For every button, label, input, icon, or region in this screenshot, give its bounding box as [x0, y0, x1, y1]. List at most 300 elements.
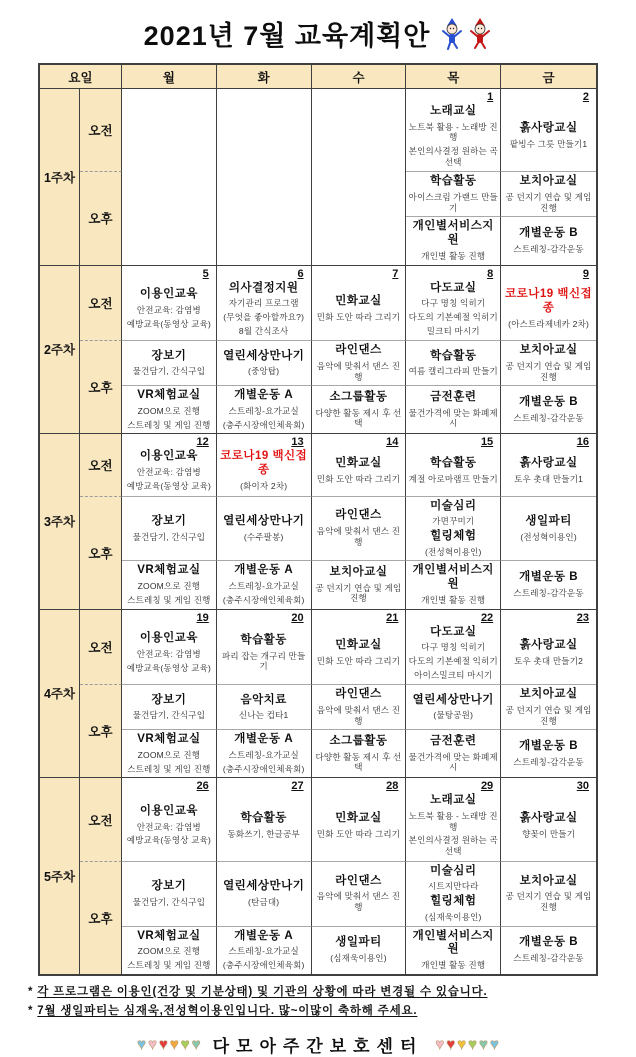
program-title: 이용인교육	[139, 288, 198, 301]
heart-icon: ♥	[169, 1035, 179, 1053]
day-cell-afternoon-2	[406, 217, 501, 264]
heart-icon: ♥	[489, 1035, 499, 1053]
title-row	[0, 14, 636, 53]
program-detail: 민화 도안 따라 그리기	[316, 656, 401, 667]
program-detail: 민화 도안 따라 그리기	[316, 474, 401, 485]
day-cell-afternoon-2	[501, 730, 596, 777]
program-title: 힐링체험	[430, 529, 477, 542]
program-title: 개별운동 A	[234, 564, 294, 577]
day-cell-afternoon-2	[312, 386, 407, 433]
program-detail: 계절 아로마램프 만들기	[408, 474, 498, 485]
day-number: 23	[576, 611, 589, 624]
program-blocks	[219, 686, 309, 728]
program-title: 개별운동 A	[234, 733, 294, 746]
program-title: 다도교실	[430, 281, 477, 294]
day-cell-morning	[217, 778, 312, 861]
program-detail: (물탕공원)	[433, 710, 474, 721]
hearts-right	[435, 1037, 498, 1052]
column-header-화: 화	[217, 65, 312, 88]
program-blocks	[408, 342, 498, 384]
program-blocks	[219, 342, 309, 384]
program-detail: (무엇을 좋아할까요?)	[223, 311, 305, 322]
pm-label: 오후	[80, 862, 122, 974]
day-cell-morning	[122, 434, 217, 496]
program-title: 보치아교실	[519, 688, 578, 701]
program-title: 보치아교실	[329, 565, 388, 578]
heart-icon: ♥	[468, 1035, 478, 1053]
day-cell-morning	[217, 266, 312, 342]
program-title: 개인별서비스지원	[412, 220, 494, 247]
program-title: 힐링체험	[430, 895, 477, 908]
day-number: 14	[386, 436, 399, 449]
program-title: 민화교실	[335, 639, 382, 652]
program-detail: (충주시장애인체육회)	[222, 763, 305, 774]
heart-icon: ♥	[191, 1035, 201, 1053]
program-detail: ZOOM으로 진행	[137, 406, 201, 417]
program-detail: ZOOM으로 진행	[137, 946, 201, 957]
program-title: 개인별서비스지원	[412, 564, 494, 591]
program-blocks	[124, 928, 214, 973]
program-detail: 스트레칭 및 게임 진행	[127, 960, 211, 971]
note-text: 각 프로그램은 이용인(건강 및 기분상태) 및 기관의 상황에 따라 변경될 수 있습니다.	[37, 985, 488, 998]
day-number: 21	[386, 611, 399, 624]
program-detail: 물건담기, 간식구입	[132, 710, 206, 721]
day-cell-afternoon-2	[217, 386, 312, 433]
program-title: 학습활동	[430, 175, 477, 188]
program-blocks	[408, 863, 498, 925]
day-cell-afternoon-2	[312, 730, 407, 777]
center-name: 다모아주간보호센터	[212, 1036, 424, 1056]
program-blocks	[408, 793, 498, 859]
day-cell-afternoon-1	[312, 685, 407, 730]
day-cell-afternoon-2	[122, 386, 217, 433]
day-cell-afternoon-1	[406, 862, 501, 927]
program-detail: 공 던지기 연습 및 게임진행	[505, 361, 592, 382]
day-cell-afternoon-1	[312, 862, 407, 927]
program-blocks	[503, 731, 594, 776]
day-number: 8	[487, 267, 494, 280]
note-line	[28, 1002, 608, 1018]
day-cell-empty	[122, 89, 217, 265]
day-number: 9	[582, 267, 589, 280]
program-blocks	[408, 104, 498, 170]
program-title: 노래교실	[430, 105, 477, 117]
program-blocks	[124, 625, 214, 684]
program-detail: 본인의사결정 원하는 곡 선택	[408, 835, 498, 857]
program-title: 이용인교육	[139, 450, 198, 463]
program-title: 보치아교실	[519, 344, 578, 357]
week-row-5주차	[40, 778, 596, 973]
program-blocks	[503, 281, 594, 340]
day-number: 30	[576, 780, 589, 793]
day-cell-afternoon-2	[122, 561, 217, 608]
program-detail: 음악에 맞춰서 댄스 진행	[316, 705, 401, 726]
program-title: 장보기	[151, 879, 187, 892]
program-title: 개별운동 B	[519, 227, 579, 240]
day-number: 12	[196, 436, 209, 449]
am-label: 오전	[80, 434, 122, 496]
program-detail: 스트레칭-감각운동	[513, 244, 584, 255]
program-detail: 예방교육(동영상 교육)	[126, 835, 212, 846]
day-cell-afternoon-2	[501, 561, 596, 608]
asterisk: *	[28, 1004, 34, 1017]
program-detail: 스트레칭-요가교실	[228, 581, 299, 592]
day-cell-morning	[312, 610, 407, 686]
heart-icon: ♥	[137, 1035, 147, 1053]
program-blocks	[314, 449, 404, 494]
program-detail: (전성혁이용인)	[520, 531, 577, 542]
program-blocks	[503, 104, 594, 170]
week-label: 3주차	[40, 434, 80, 608]
program-title: 열린세상만나기	[223, 879, 305, 892]
day-cell-afternoon-2	[406, 927, 501, 974]
day-cell-empty	[217, 89, 312, 265]
day-cell-morning	[501, 778, 596, 861]
program-detail: 개인별 활동 진행	[421, 960, 486, 971]
program-blocks	[124, 449, 214, 494]
day-cell-afternoon-1	[406, 685, 501, 730]
program-title: VR체험교실	[137, 929, 201, 942]
program-blocks	[219, 498, 309, 560]
day-cell-afternoon-2	[312, 927, 407, 974]
program-detail: 물건담기, 간식구입	[132, 366, 206, 377]
program-detail: 자기관리 프로그램	[228, 298, 299, 309]
program-title: 코로나19 백신접종	[220, 450, 308, 477]
program-blocks	[503, 218, 594, 263]
program-detail: 공 던지기 연습 및 게임진행	[505, 192, 592, 213]
heart-icon: ♥	[479, 1035, 488, 1053]
program-detail: 신나는 컵타1	[238, 710, 289, 721]
program-detail: 안전교육: 감염병	[136, 649, 201, 660]
day-cell-afternoon-2	[122, 927, 217, 974]
day-cell-morning	[406, 778, 501, 861]
program-detail: (화이자 2차)	[240, 480, 288, 491]
program-detail: (중앙탑)	[248, 366, 280, 377]
program-detail: 다구 명칭 익히기	[421, 298, 486, 309]
day-cell-morning	[501, 89, 596, 172]
program-blocks	[314, 686, 404, 728]
day-cell-afternoon-1	[217, 685, 312, 730]
program-detail: 안전교육: 감염병	[136, 467, 201, 478]
day-number: 20	[291, 611, 304, 624]
program-title: VR체험교실	[137, 389, 201, 402]
program-title: 학습활동	[430, 457, 477, 470]
program-detail: 8월 간식조사	[238, 325, 289, 336]
column-header-목: 목	[406, 65, 501, 88]
program-blocks	[408, 449, 498, 494]
program-blocks	[314, 281, 404, 340]
page-title: 2021년 7월 교육계획안	[143, 21, 431, 51]
day-cell-afternoon-2	[217, 730, 312, 777]
program-blocks	[314, 342, 404, 384]
program-detail: 팥빙수 그릇 만들기1	[509, 139, 588, 150]
program-blocks	[503, 686, 594, 728]
program-blocks	[124, 281, 214, 340]
program-detail: 물건가격에 맞는 화폐제시	[408, 407, 498, 429]
program-title: 학습활동	[240, 811, 287, 824]
program-detail: 스트레칭-감각운동	[513, 953, 584, 964]
day-number: 7	[392, 267, 399, 280]
day-cell-afternoon-1	[406, 497, 501, 562]
day-number: 26	[196, 780, 209, 793]
program-title: 라인댄스	[335, 509, 382, 522]
am-label: 오전	[80, 89, 122, 172]
program-detail: 스트레칭 및 게임 진행	[127, 763, 211, 774]
pm-label: 오후	[80, 497, 122, 609]
day-cell-afternoon-1	[406, 341, 501, 386]
program-blocks	[219, 449, 309, 494]
program-detail: 향꽂이 만들기	[522, 828, 576, 839]
day-number: 16	[576, 436, 589, 449]
week-label: 1주차	[40, 89, 80, 265]
day-cell-morning	[501, 434, 596, 496]
program-detail: 다양한 활동 제시 후 선택	[315, 407, 402, 429]
program-blocks	[408, 928, 498, 973]
program-blocks	[314, 498, 404, 560]
program-detail: (충주시장애인체육회)	[222, 594, 305, 605]
program-blocks	[503, 342, 594, 384]
day-cell-afternoon-1	[501, 341, 596, 386]
week-label: 5주차	[40, 778, 80, 973]
program-blocks	[408, 498, 498, 560]
heart-icon: ♥	[158, 1035, 168, 1053]
calendar-weeks	[40, 89, 596, 974]
program-blocks	[503, 625, 594, 684]
program-title: 라인댄스	[335, 344, 382, 357]
program-detail: 스트레칭-요가교실	[228, 750, 299, 761]
program-detail: 예방교육(동영상 교육)	[126, 318, 212, 329]
program-title: 학습활동	[240, 633, 287, 646]
day-cell-morning	[501, 266, 596, 342]
program-title: 미술심리	[430, 864, 477, 877]
day-cell-afternoon-1	[501, 685, 596, 730]
program-blocks	[124, 686, 214, 728]
program-detail: 다도의 기본예절 익히기	[408, 656, 498, 667]
program-detail: 본인의사결정 원하는 곡 선택	[408, 146, 498, 167]
program-title: VR체험교실	[137, 564, 201, 577]
program-detail: 다도의 기본예절 익히기	[408, 311, 498, 322]
program-detail: 음악에 맞춰서 댄스 진행	[316, 891, 401, 912]
program-blocks	[124, 863, 214, 925]
day-number: 22	[480, 611, 494, 624]
week-row-2주차	[40, 266, 596, 435]
program-title: 개인별서비스지원	[412, 929, 494, 956]
program-detail: 노트북 활용 - 노래방 진행	[408, 811, 498, 832]
program-blocks	[314, 562, 404, 607]
week-row-1주차	[40, 89, 596, 266]
program-blocks	[503, 562, 594, 607]
program-blocks	[408, 218, 498, 263]
program-title: 열린세상만나기	[412, 693, 494, 706]
program-detail: 공 던지기 연습 및 게임진행	[505, 705, 592, 726]
program-detail: 다구 명칭 익히기	[421, 642, 486, 653]
program-detail: 토우 촛대 만들기1	[514, 474, 584, 485]
program-detail: 여름 캘리그라피 만들기	[408, 366, 498, 377]
program-title: 학습활동	[430, 349, 477, 362]
program-detail: 물건담기, 간식구입	[132, 896, 206, 907]
program-detail: (수주팔봉)	[243, 531, 284, 542]
day-number: 2	[582, 91, 589, 103]
program-detail: 시트지만다라	[428, 881, 479, 892]
program-detail: 예방교육(동영상 교육)	[126, 662, 212, 673]
program-blocks	[503, 498, 594, 560]
program-detail: 공 던지기 연습 및 게임진행	[505, 891, 592, 912]
program-blocks	[124, 498, 214, 560]
program-title: 열린세상만나기	[223, 514, 305, 527]
program-detail: 가면꾸미기	[432, 516, 475, 527]
day-cell-afternoon-1	[312, 341, 407, 386]
program-detail: 토우 촛대 만들기2	[514, 656, 584, 667]
note-line	[28, 983, 608, 999]
program-blocks	[314, 793, 404, 859]
program-title: 이용인교육	[139, 805, 198, 817]
program-blocks	[219, 562, 309, 607]
program-title: 생일파티	[335, 936, 382, 949]
program-title: 개별운동 A	[234, 389, 294, 402]
pm-label: 오후	[80, 172, 122, 264]
program-detail: 음악에 맞춰서 댄스 진행	[316, 526, 401, 547]
note-text: 7월 생일파티는 심재욱,전성혁이용인입니다. 많~이많이 축하해 주세요.	[37, 1004, 418, 1017]
program-blocks	[124, 731, 214, 776]
week-row-4주차	[40, 610, 596, 779]
day-cell-morning	[312, 778, 407, 861]
program-detail: 스트레칭 및 게임 진행	[127, 419, 211, 430]
day-cell-afternoon-2	[217, 927, 312, 974]
day-cell-morning	[406, 89, 501, 172]
program-title: 미술심리	[430, 499, 477, 512]
program-blocks	[408, 562, 498, 607]
program-blocks	[219, 625, 309, 684]
program-title: 개별운동 B	[519, 740, 579, 753]
program-title: 의사결정지원	[228, 281, 299, 294]
program-blocks	[219, 928, 309, 973]
day-cell-afternoon-1	[122, 497, 217, 562]
day-cell-morning	[406, 266, 501, 342]
program-detail: (아스트라제네카 2차)	[508, 318, 590, 329]
program-blocks	[503, 173, 594, 215]
program-detail: ZOOM으로 진행	[137, 581, 201, 592]
program-detail: 밀크티 마시기	[426, 325, 480, 336]
day-cell-afternoon-1	[501, 862, 596, 927]
program-detail: 민화 도안 따라 그리기	[316, 828, 401, 839]
program-detail: 예방교육(동영상 교육)	[126, 480, 212, 491]
program-blocks	[503, 928, 594, 973]
day-cell-afternoon-2	[406, 561, 501, 608]
program-title: 흙사랑교실	[519, 122, 578, 135]
program-blocks	[314, 387, 404, 432]
program-detail: 스트레칭 및 게임 진행	[127, 594, 211, 605]
heart-icon: ♥	[446, 1035, 456, 1053]
day-number: 28	[386, 780, 399, 793]
program-detail: 공 던지기 연습 및 게임진행	[315, 582, 402, 604]
program-blocks	[408, 731, 498, 776]
program-title: 장보기	[151, 514, 187, 527]
day-cell-morning	[217, 610, 312, 686]
column-header-월: 월	[122, 65, 217, 88]
program-detail: 아이스밀크티 마시기	[414, 669, 493, 680]
program-title: 라인댄스	[335, 688, 382, 701]
heart-icon: ♥	[435, 1035, 445, 1053]
day-cell-afternoon-1	[501, 497, 596, 562]
am-label: 오전	[80, 610, 122, 686]
program-detail: 스트레칭-감각운동	[513, 588, 584, 599]
dancing-child-red-icon	[468, 18, 492, 50]
program-detail: 물건담기, 간식구입	[132, 531, 206, 542]
week-label: 2주차	[40, 266, 80, 434]
program-detail: (충주시장애인체육회)	[222, 419, 305, 430]
day-cell-morning	[312, 434, 407, 496]
day-cell-afternoon-1	[122, 341, 217, 386]
program-blocks	[219, 731, 309, 776]
day-cell-afternoon-2	[217, 561, 312, 608]
program-blocks	[124, 387, 214, 432]
week-row-3주차	[40, 434, 596, 609]
week-label: 4주차	[40, 610, 80, 778]
program-blocks	[124, 342, 214, 384]
day-cell-morning	[312, 266, 407, 342]
column-header-금: 금	[542, 71, 555, 85]
am-label: 오전	[80, 778, 122, 861]
day-number: 19	[196, 611, 209, 624]
day-cell-morning	[122, 778, 217, 861]
day-cell-afternoon-1	[312, 497, 407, 562]
day-number: 15	[480, 436, 494, 449]
program-title: 이용인교육	[139, 632, 198, 645]
pm-label: 오후	[80, 341, 122, 433]
heart-icon: ♥	[148, 1035, 157, 1053]
program-title: 라인댄스	[335, 874, 382, 887]
program-detail: 안전교육: 감염병	[136, 305, 201, 316]
program-detail: 스트레칭-감각운동	[513, 756, 584, 767]
day-cell-afternoon-1	[217, 497, 312, 562]
day-number: 27	[291, 780, 304, 793]
day-cell-morning	[122, 266, 217, 342]
program-title: 개별운동 A	[234, 929, 294, 942]
program-blocks	[503, 387, 594, 432]
day-cell-afternoon-1	[501, 172, 596, 217]
program-title: 보치아교실	[519, 175, 578, 188]
program-detail: 다양한 활동 제시 후 선택	[315, 751, 402, 773]
calendar-header-row	[40, 65, 596, 89]
program-blocks	[503, 793, 594, 859]
program-blocks	[219, 793, 309, 859]
program-blocks	[219, 863, 309, 925]
program-title: 생일파티	[525, 514, 572, 527]
program-title: 민화교실	[335, 811, 382, 824]
program-title: 금전훈련	[430, 734, 477, 747]
program-detail: 아이스크림 가랜드 만들기	[408, 192, 498, 213]
program-detail: 동화쓰기, 한글공부	[227, 828, 300, 839]
program-title: 민화교실	[335, 457, 382, 470]
program-detail: (전성혁이용인)	[425, 546, 482, 557]
column-header-수: 수	[312, 65, 407, 88]
program-detail: 파리 잡는 개구리 만들기	[222, 650, 306, 672]
program-detail: ZOOM으로 진행	[137, 750, 201, 761]
day-cell-afternoon-2	[406, 386, 501, 433]
program-title: 보치아교실	[519, 874, 578, 887]
dancing-child-blue-icon	[440, 18, 464, 50]
program-title: 소그룹활동	[329, 390, 388, 403]
day-number: 29	[480, 780, 494, 793]
program-blocks	[408, 686, 498, 728]
heart-icon: ♥	[457, 1035, 467, 1053]
day-cell-afternoon-2	[501, 386, 596, 433]
day-number: 5	[202, 267, 209, 280]
notes	[28, 983, 608, 1018]
title-icons	[440, 18, 492, 50]
heart-icon: ♥	[180, 1035, 190, 1053]
day-cell-afternoon-2	[312, 561, 407, 608]
